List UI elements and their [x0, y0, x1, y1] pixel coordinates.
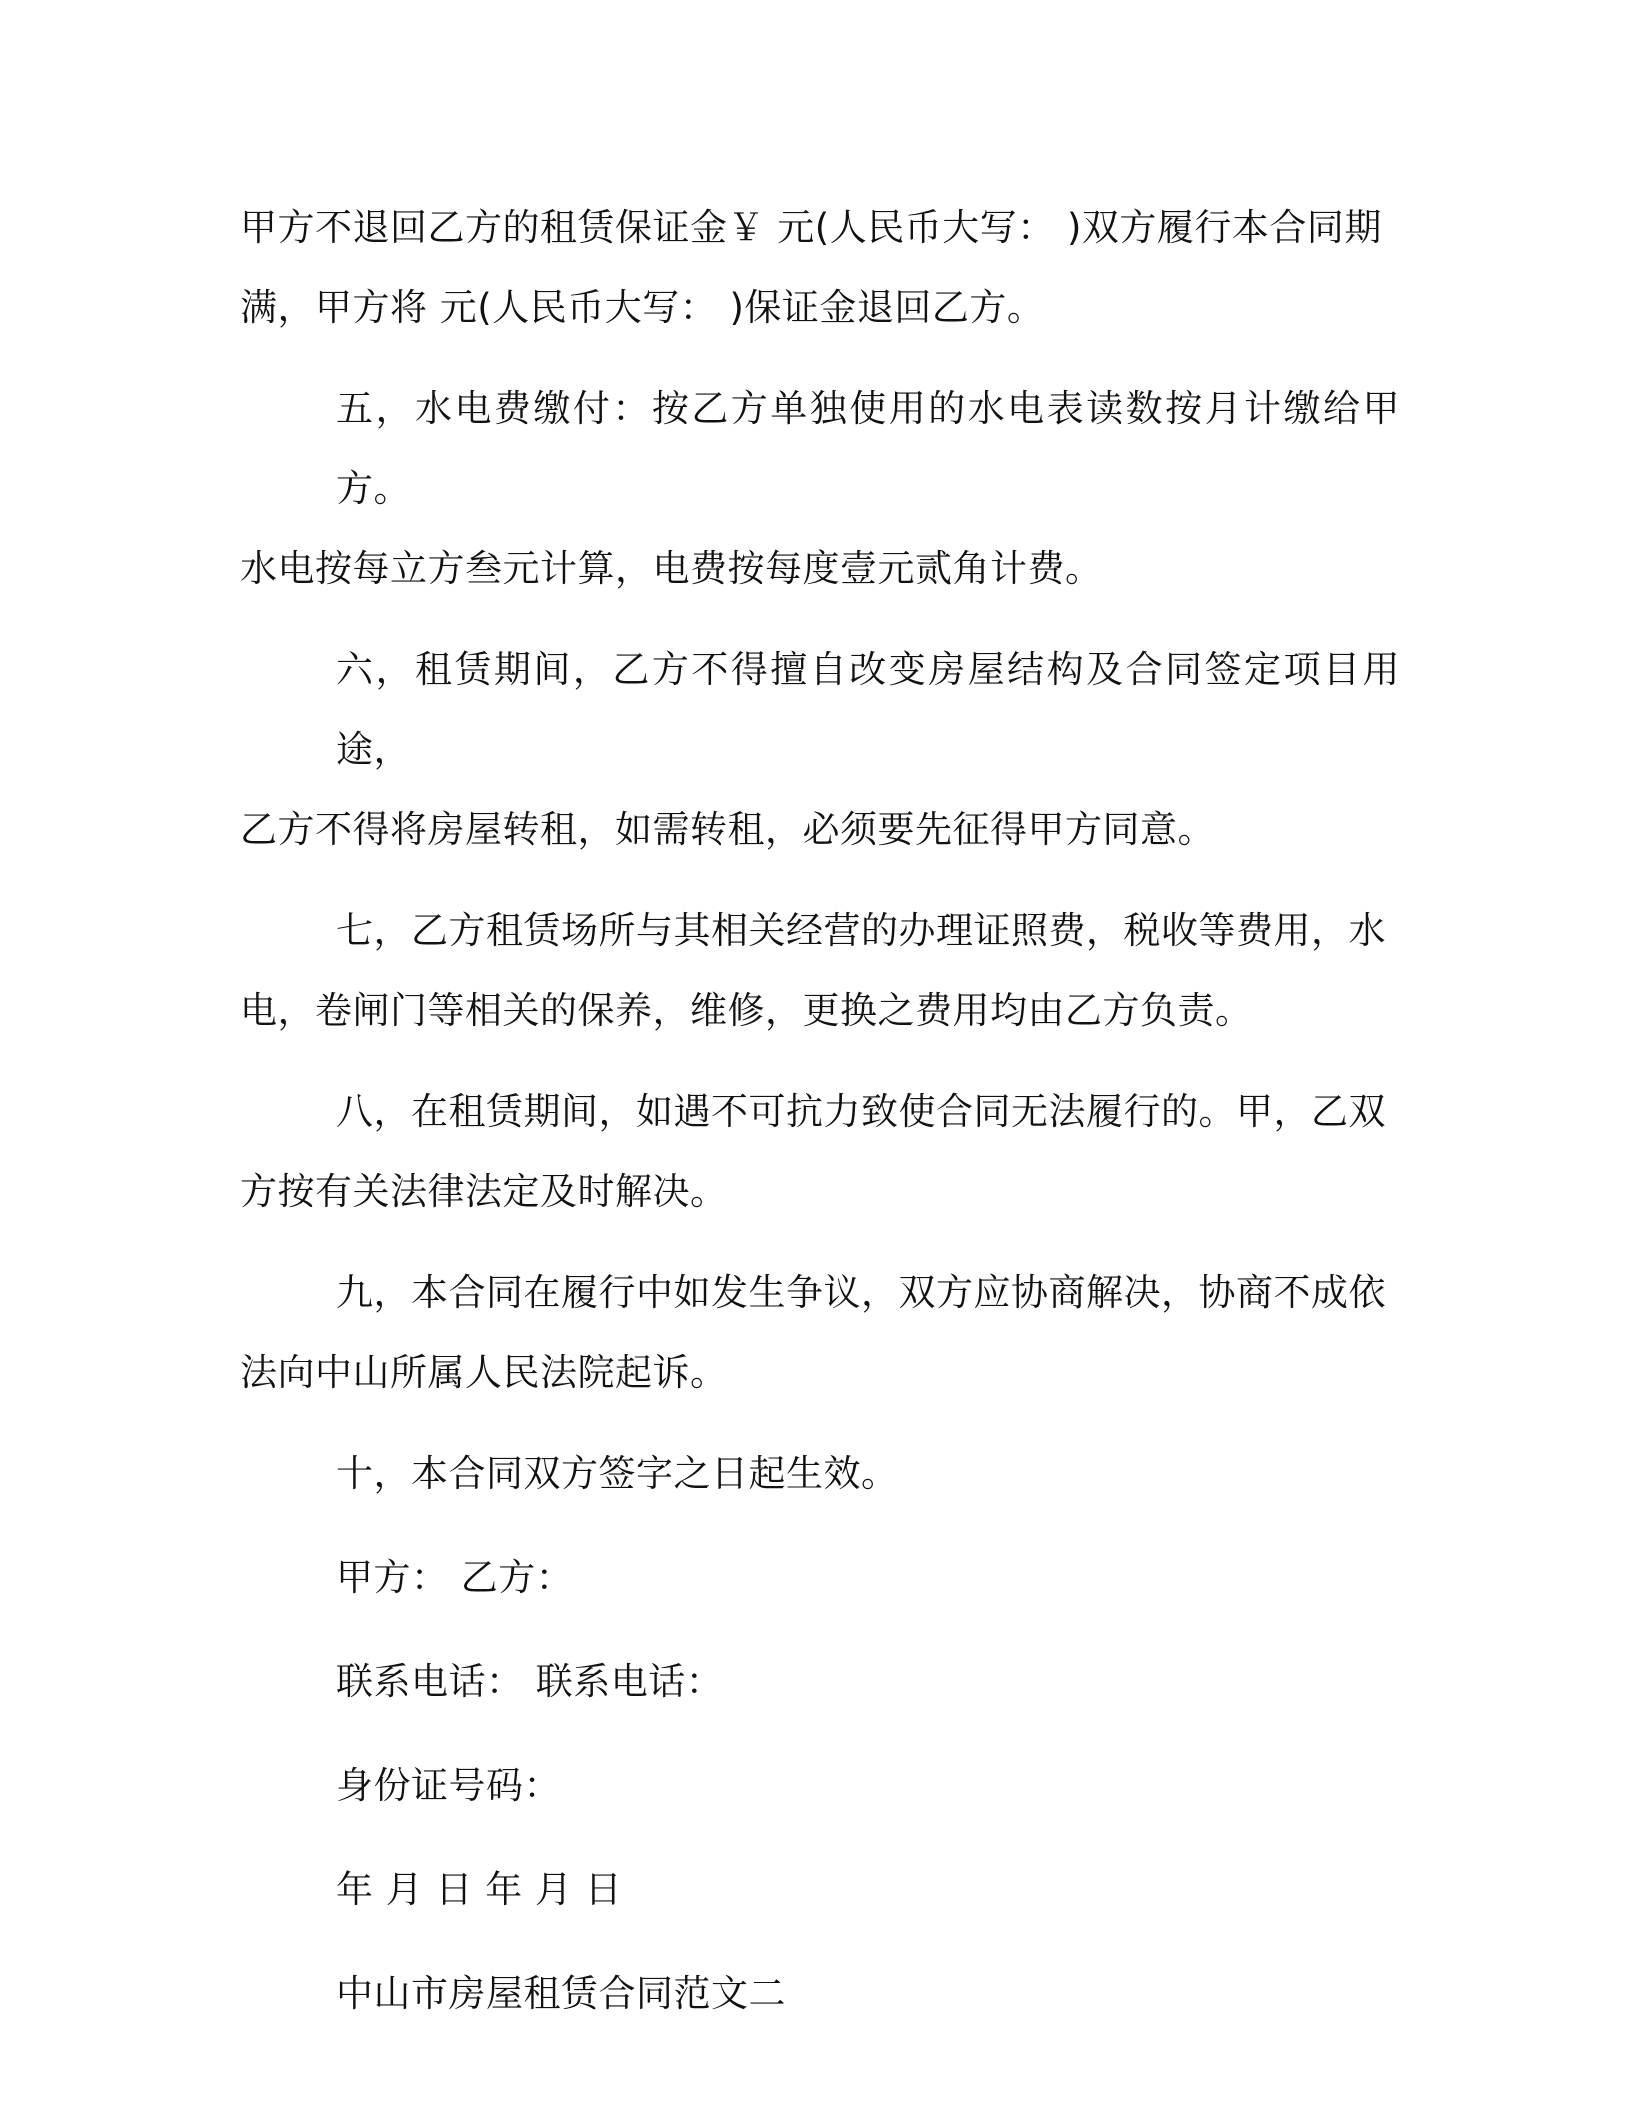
text-line: 方按有关法律法定及时解决。	[240, 1170, 728, 1213]
paragraph-clause-9	[240, 1253, 1400, 1413]
document-body	[240, 188, 1400, 2058]
text-line: 八，在租赁期间，如遇不可抗力致使合同无法履行的。甲，乙双	[336, 1090, 1386, 1133]
next-section-title: 中山市房屋租赁合同范文二	[336, 1972, 786, 2015]
signature-dates: 年 月 日 年 月 日	[336, 1868, 623, 1911]
signature-phones: 联系电话： 联系电话：	[336, 1660, 724, 1703]
text-line: 法向中山所属人民法院起诉。	[240, 1351, 728, 1394]
paragraph-clause-10: 十，本合同双方签字之日起生效。	[336, 1452, 899, 1495]
text-line: 电，卷闸门等相关的保养，维修，更换之费用均由乙方负责。	[240, 989, 1253, 1032]
text-line: 五，水电费缴付：按乙方单独使用的水电表读数按月计缴给甲方。	[336, 387, 1400, 510]
text-line: 七，乙方租赁场所与其相关经营的办理证照费，税收等费用，水	[336, 909, 1386, 952]
text-line: 九，本合同在履行中如发生争议，双方应协商解决，协商不成依	[336, 1271, 1386, 1314]
paragraph-clause-7	[240, 891, 1400, 1051]
paragraph-clause-5	[240, 369, 1400, 609]
paragraph-clause-8	[240, 1072, 1400, 1232]
paragraph-deposit	[240, 188, 1400, 348]
text-line: 乙方不得将房屋转租，如需转租，必须要先征得甲方同意。	[240, 808, 1215, 851]
text-line: 满，甲方将 元(人民币大写： )保证金退回乙方。	[240, 286, 1045, 329]
text-line: 水电按每立方叁元计算，电费按每度壹元贰角计费。	[240, 547, 1103, 590]
signature-id-number: 身份证号码：	[336, 1764, 561, 1807]
text-line: 六，租赁期间，乙方不得擅自改变房屋结构及合同签定项目用途，	[336, 648, 1400, 771]
signature-parties: 甲方： 乙方：	[336, 1556, 574, 1599]
paragraph-clause-6	[240, 630, 1400, 870]
text-line: 甲方不退回乙方的租赁保证金￥ 元(人民币大写： )双方履行本合同期	[240, 206, 1382, 249]
